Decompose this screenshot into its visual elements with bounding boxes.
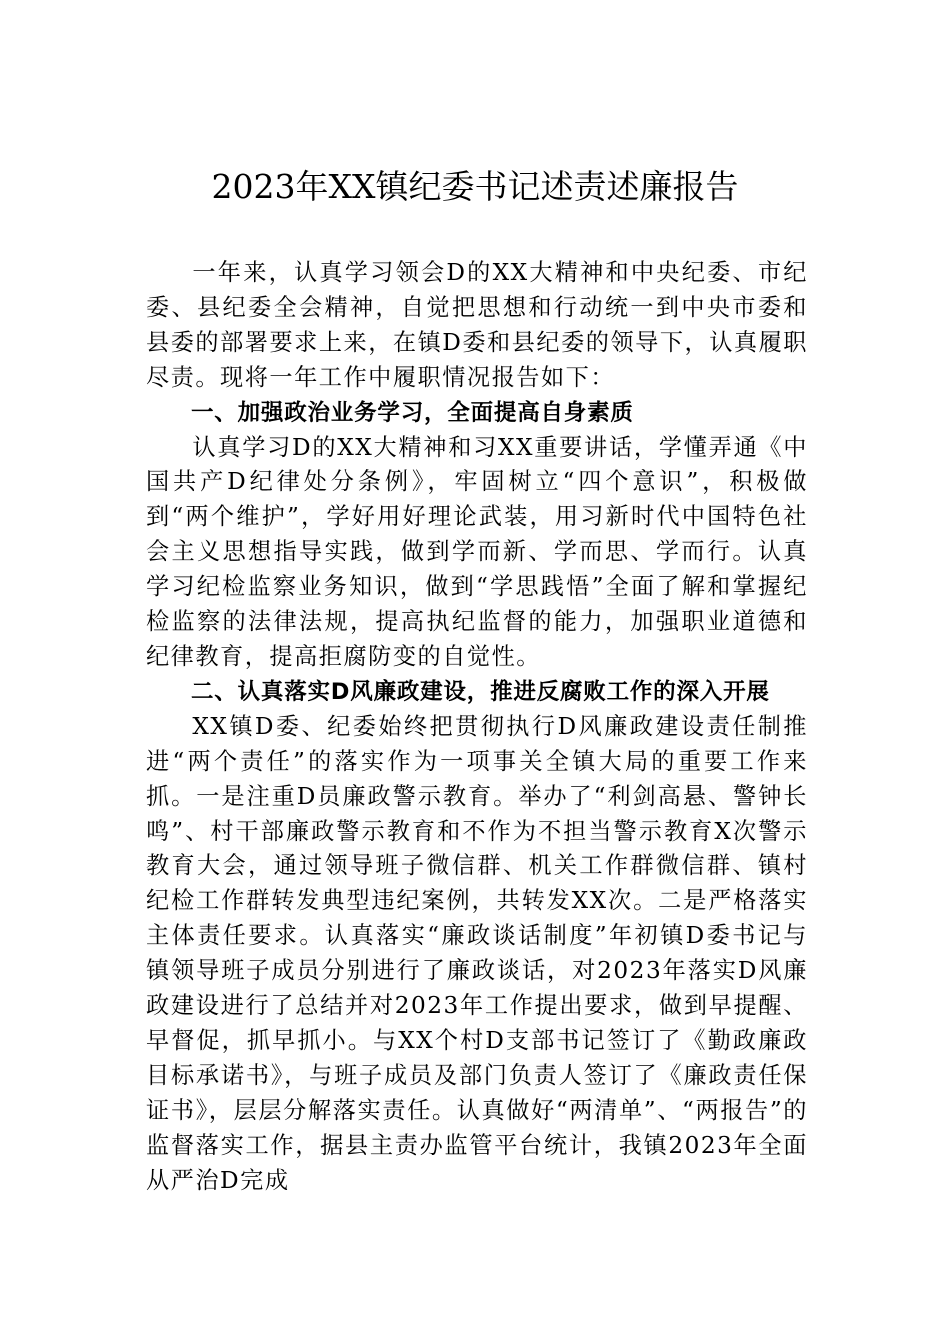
section-body-2: XX镇D委、纪委始终把贯彻执行D风廉政建设责任制推进“两个责任”的落实作为一项事关全镇大局的重要工作来抓。一是注重D员廉政警示教育。举办了“利剑高悬、警钟长鸣”、村干部廉政警示教育和不作为不担当警示教育X次警示教育大会，通过领导班子微信群、机关工作群微信群、镇村纪检工作群转发典型违纪案例，共转发XX次。二是严格落实主体责任要求。认真落实“廉政谈话制度”年初镇D委书记与镇领导班子成员分别进行了廉政谈话，对2023年落实D风廉政建设进行了总结并对2023年工作提出要求，做到早提醒、早督促，抓早抓小。与XX个村D支部书记签订了《勤政廉政目标承诺书》，与班子成员及部门负责人签订了《廉政责任保证书》，层层分解落实责任。认真做好“两清单”、“两报告”的监督落实工作，据县主责办监管平台统计，我镇2023年全面从严治D完成 [146, 712, 808, 1194]
document-title: 2023年XX镇纪委书记述责述廉报告 [211, 167, 739, 206]
intro-paragraph: 一年来，认真学习领会D的XX大精神和中央纪委、市纪委、县纪委全会精神，自觉把思想和行动统一到中央市委和县委的部署要求上来，在镇D委和县纪委的领导下，认真履职尽责。现将一年工作中履职情况报告如下： [146, 259, 808, 391]
section-heading-1: 一、加强政治业务学习，全面提高自身素质 [191, 399, 634, 426]
document-body [146, 256, 808, 1198]
section-heading-2: 二、认真落实D风廉政建设，推进反腐败工作的深入开展 [191, 678, 770, 705]
section-body-1: 认真学习D的XX大精神和习XX重要讲话，学懂弄通《中国共产D纪律处分条例》，牢固树立“四个意识”，积极做到“两个维护”，学好用好理论武装，用习新时代中国特色社会主义思想指导实践，做到学而新、学而思、学而行。认真学习纪检监察业务知识，做到“学思践悟”全面了解和掌握纪检监察的法律法规，提高执纪监督的能力，加强职业道德和纪律教育，提高拒腐防变的自觉性。 [146, 433, 808, 670]
